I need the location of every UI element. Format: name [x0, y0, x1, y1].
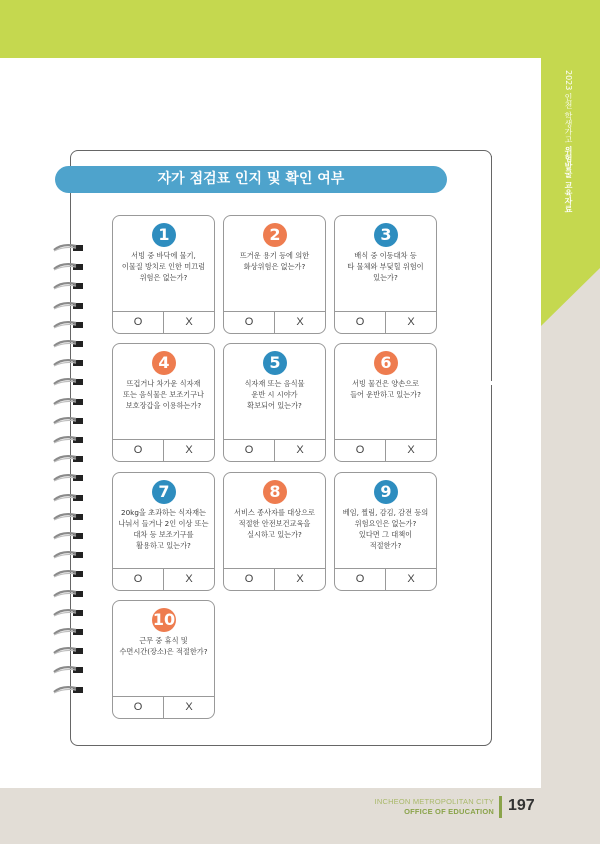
answer-row — [113, 696, 214, 718]
item-number-badge: 8 — [263, 480, 287, 504]
item-question: 근무 중 휴식 및 수면시간(장소)은 적절한가? — [119, 636, 208, 656]
spiral-ring — [50, 526, 90, 536]
spiral-ring — [50, 372, 90, 382]
item-question: 서빙 중 바닥에 물기, 이물질 방치로 인한 미끄럼 위험은 없는가? — [121, 251, 206, 282]
footer-organization — [375, 797, 494, 817]
answer-row — [335, 568, 436, 590]
spiral-ring — [50, 622, 90, 632]
item-number-badge: 2 — [263, 223, 287, 247]
spiral-ring — [50, 603, 90, 613]
answer-x-box[interactable]: X — [296, 573, 304, 585]
answer-row — [335, 311, 436, 333]
item-number-badge: 4 — [152, 351, 176, 375]
spiral-ring — [50, 680, 90, 690]
answer-x-box[interactable]: X — [407, 573, 415, 585]
item-question: 배식 중 이동대차 등 타 물체와 부딪힐 위험이 있는가? — [347, 251, 424, 282]
spiral-ring — [50, 584, 90, 594]
answer-row — [224, 568, 325, 590]
answer-o-box[interactable]: O — [113, 697, 164, 718]
side-grey-band — [541, 268, 600, 788]
footer-org-line1: INCHEON METROPOLITAN CITY — [374, 797, 494, 806]
answer-o-box[interactable]: O — [113, 440, 164, 461]
spiral-ring — [50, 315, 90, 325]
answer-row — [113, 568, 214, 590]
checklist-card — [334, 343, 437, 462]
item-question: 뜨거운 용기 등에 의한 화상위험은 없는가? — [239, 251, 310, 271]
answer-row — [113, 439, 214, 461]
checklist-card — [334, 215, 437, 334]
checklist-card — [112, 343, 215, 462]
answer-row — [224, 439, 325, 461]
item-question: 베임, 찔림, 감김, 감전 등의 위험요인은 없는가? 있다면 그 대책이 적절한가? — [342, 508, 429, 550]
checklist-card — [223, 343, 326, 462]
spiral-ring — [50, 411, 90, 421]
item-question: 식자재 또는 음식물 운반 시 시야가 확보되어 있는가? — [244, 379, 305, 410]
checklist-card — [223, 215, 326, 334]
side-label-title: 위험발굴 교육자료 — [564, 146, 573, 213]
footer-divider — [499, 796, 502, 818]
spiral-ring — [50, 488, 90, 498]
spiral-ring — [50, 257, 90, 267]
spiral-ring — [50, 353, 90, 363]
spiral-ring — [50, 468, 90, 478]
item-question: 20kg을 초과하는 식자재는 나눠서 들거나 2인 이상 또는 대차 등 보조기구를 활용하고 있는가? — [118, 508, 209, 550]
spiral-ring — [50, 392, 90, 402]
answer-x-box[interactable]: X — [185, 573, 193, 585]
side-label — [560, 70, 574, 220]
answer-x-box[interactable]: X — [407, 316, 415, 328]
spiral-ring — [50, 507, 90, 517]
answer-x-box[interactable]: X — [296, 316, 304, 328]
notebook-edge — [491, 156, 492, 381]
spiral-rings — [50, 238, 90, 698]
spiral-ring — [50, 660, 90, 670]
spiral-ring — [50, 296, 90, 306]
top-band — [0, 0, 600, 58]
spiral-ring — [50, 449, 90, 459]
answer-o-box[interactable]: O — [335, 312, 386, 333]
item-number-badge: 10 — [152, 608, 176, 632]
answer-row — [335, 439, 436, 461]
item-number-badge: 1 — [152, 223, 176, 247]
answer-x-box[interactable]: X — [296, 444, 304, 456]
answer-row — [224, 311, 325, 333]
answer-row — [113, 311, 214, 333]
answer-o-box[interactable]: O — [113, 312, 164, 333]
item-number-badge: 3 — [374, 223, 398, 247]
answer-o-box[interactable]: O — [335, 569, 386, 590]
item-number-badge: 5 — [263, 351, 287, 375]
checklist-card — [223, 472, 326, 591]
spiral-ring — [50, 430, 90, 440]
checklist-card — [334, 472, 437, 591]
answer-o-box[interactable]: O — [224, 569, 275, 590]
checklist-card — [112, 472, 215, 591]
page-number: 197 — [508, 797, 535, 814]
spiral-ring — [50, 545, 90, 555]
item-question: 서비스 종사자를 대상으로 적절한 안전보건교육을 실시하고 있는가? — [234, 508, 315, 539]
footer-org-line2: OFFICE OF EDUCATION — [404, 807, 494, 816]
item-number-badge: 7 — [152, 480, 176, 504]
answer-x-box[interactable]: X — [407, 444, 415, 456]
checklist-title: 자가 점검표 인지 및 확인 여부 — [55, 166, 447, 193]
item-question: 뜨겁거나 차가운 식자재 또는 음식물은 보조기구나 보호장갑을 이용하는가? — [123, 379, 204, 410]
spiral-ring — [50, 334, 90, 344]
answer-x-box[interactable]: X — [185, 701, 193, 713]
item-number-badge: 6 — [374, 351, 398, 375]
item-number-badge: 9 — [374, 480, 398, 504]
answer-o-box[interactable]: O — [113, 569, 164, 590]
item-question: 서빙 물건은 양손으로 들어 운반하고 있는가? — [350, 379, 421, 399]
answer-o-box[interactable]: O — [224, 440, 275, 461]
checklist-card — [112, 600, 215, 719]
checklist-card — [112, 215, 215, 334]
spiral-ring — [50, 276, 90, 286]
side-label-year: 2023 인천 학생가고 — [564, 70, 573, 144]
answer-o-box[interactable]: O — [224, 312, 275, 333]
spiral-ring — [50, 641, 90, 651]
spiral-ring — [50, 238, 90, 248]
spiral-ring — [50, 564, 90, 574]
answer-o-box[interactable]: O — [335, 440, 386, 461]
answer-x-box[interactable]: X — [185, 316, 193, 328]
answer-x-box[interactable]: X — [185, 444, 193, 456]
